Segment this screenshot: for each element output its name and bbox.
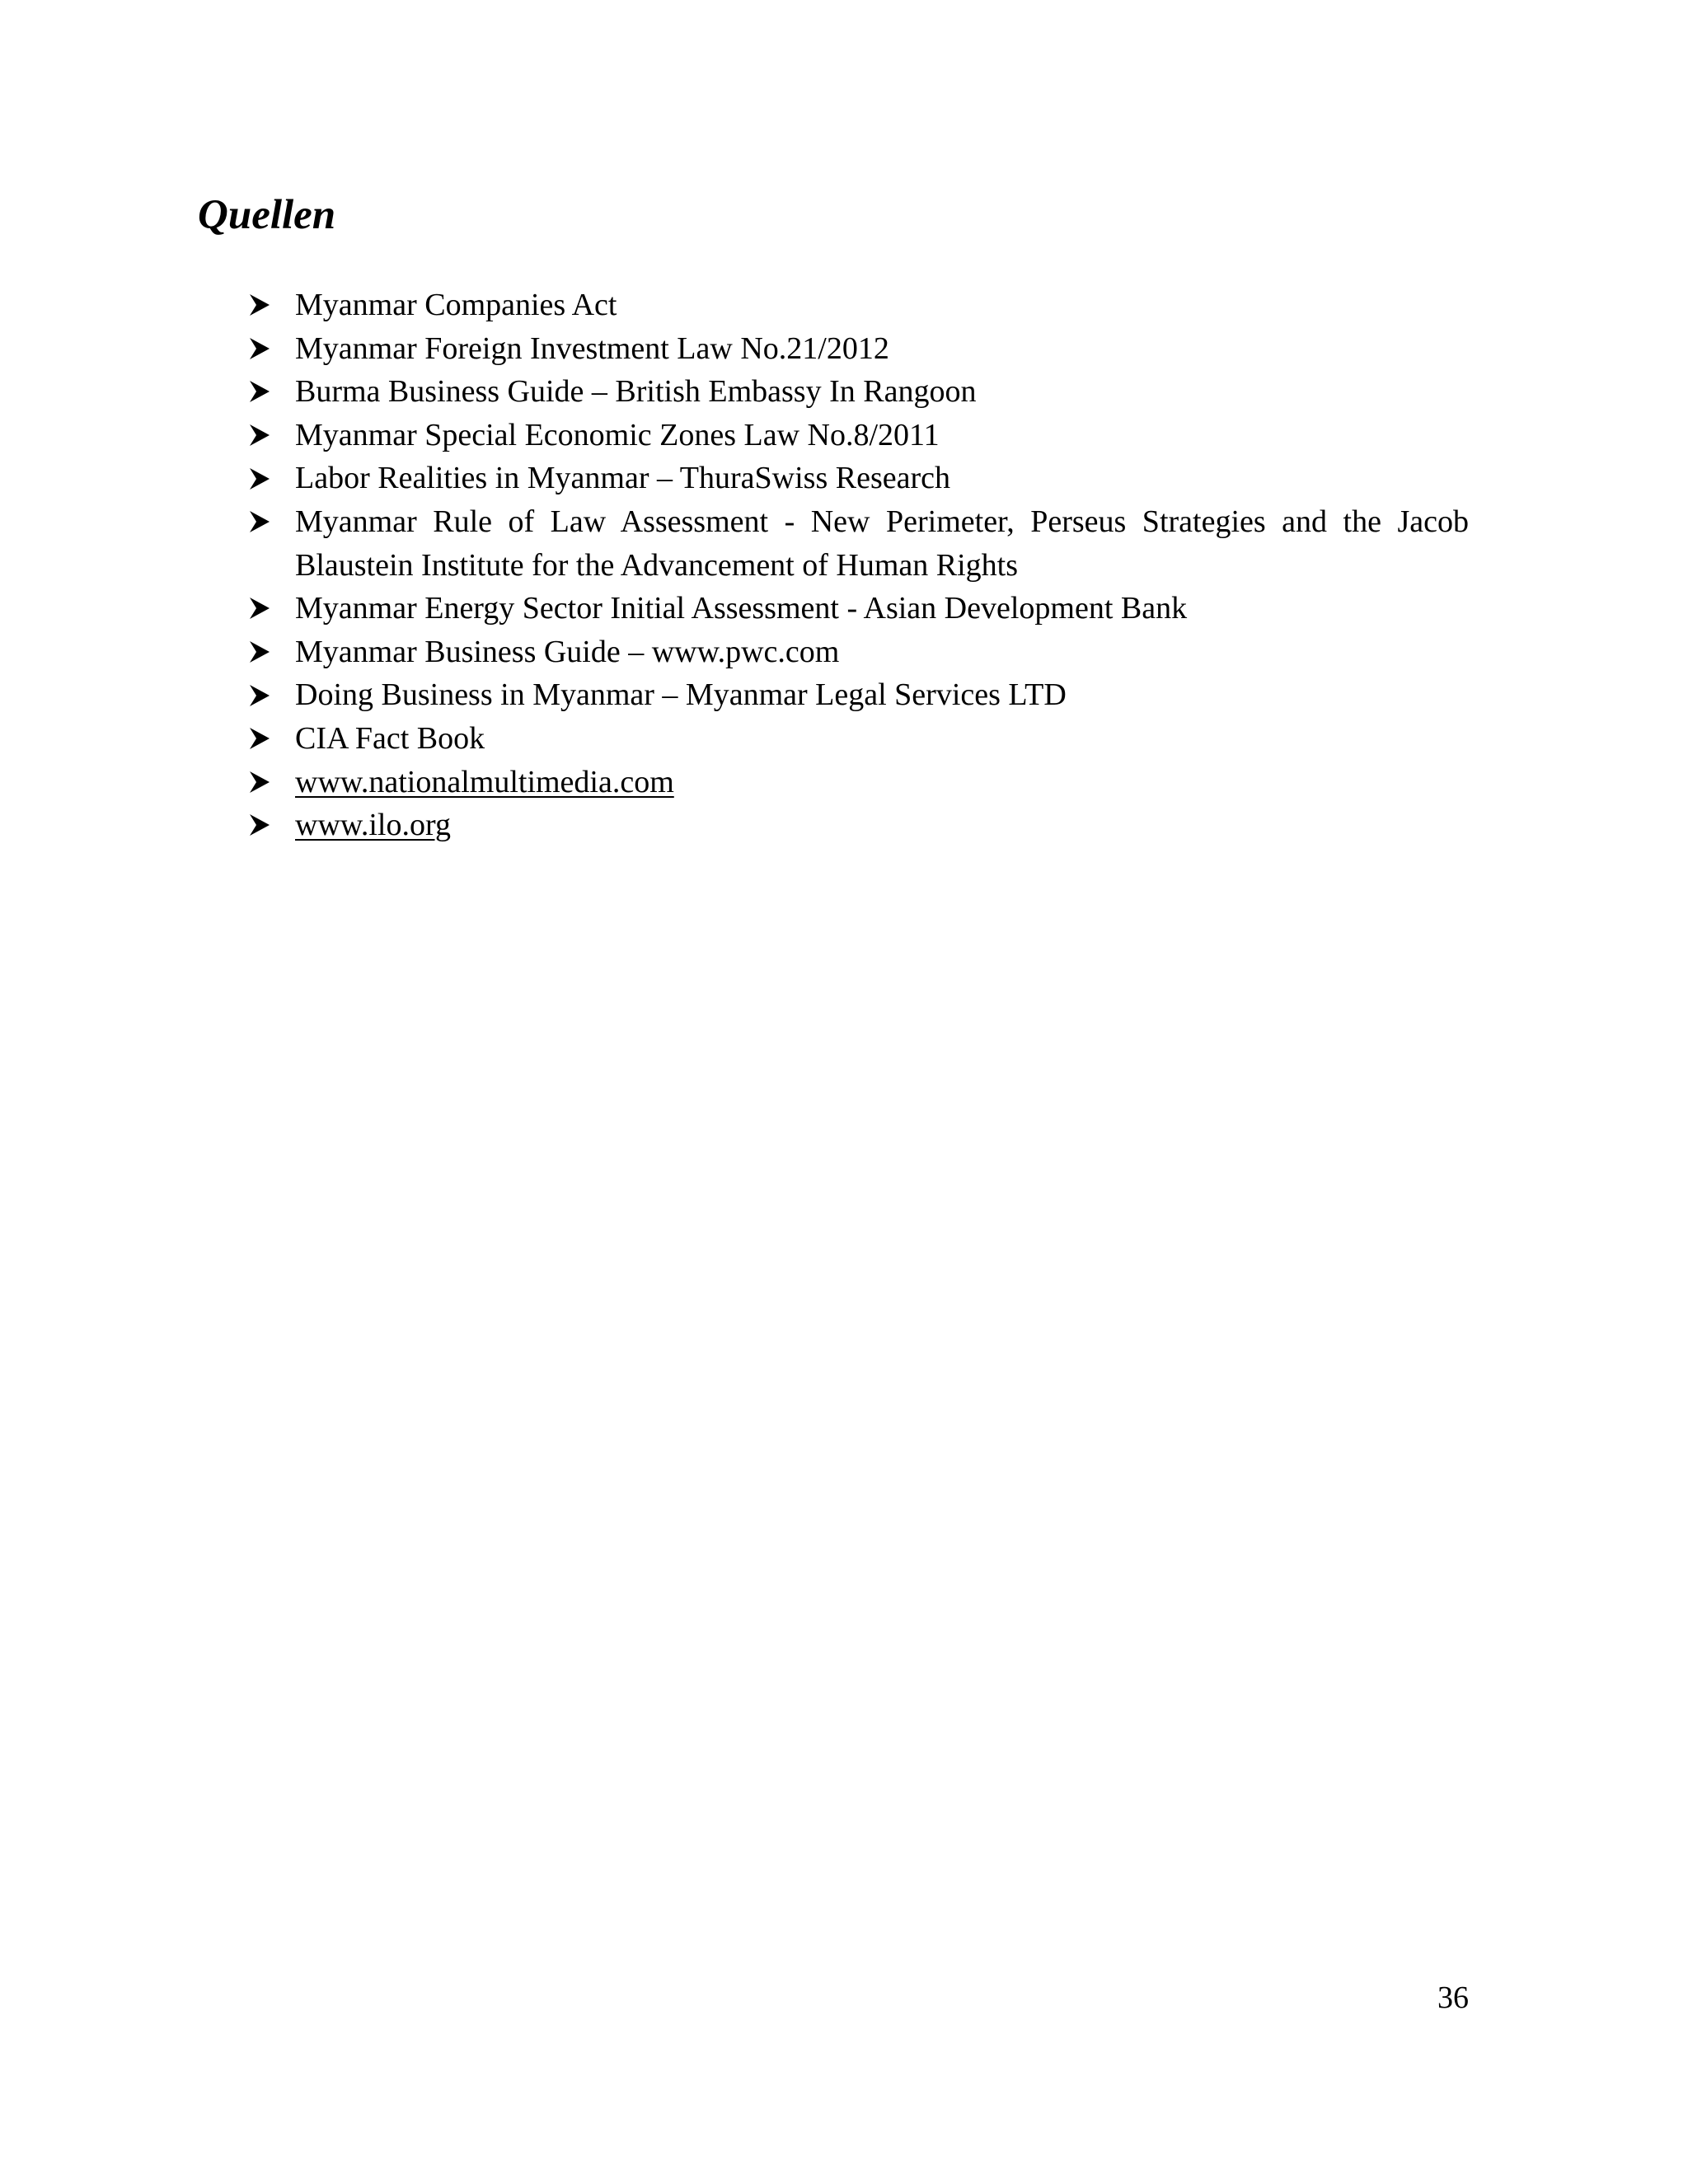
- arrowhead-bullet-icon: [247, 630, 272, 674]
- source-link-nationalmultimedia[interactable]: www.nationalmultimedia.com: [295, 764, 674, 799]
- source-text: Myanmar Energy Sector Initial Assessment - Asian Development Bank: [295, 591, 1188, 626]
- list-item: [247, 370, 1469, 414]
- page-title: Quellen: [198, 192, 336, 238]
- arrowhead-bullet-icon: [247, 761, 272, 804]
- source-text: Myanmar Special Economic Zones Law No.8/2011: [295, 417, 940, 452]
- arrowhead-bullet-icon: [247, 370, 272, 414]
- source-text: CIA Fact Book: [295, 720, 485, 756]
- arrowhead-bullet-icon: [247, 284, 272, 327]
- source-text: Myanmar Business Guide – www.pwc.com: [295, 634, 840, 669]
- source-text: Burma Business Guide – British Embassy In Rangoon: [295, 374, 977, 410]
- list-item: [247, 284, 1469, 327]
- arrowhead-bullet-icon: [247, 804, 272, 847]
- arrowhead-bullet-icon: [247, 327, 272, 371]
- list-item: [247, 673, 1469, 717]
- arrowhead-bullet-icon: [247, 673, 272, 717]
- arrowhead-bullet-icon: [247, 717, 272, 761]
- list-item: [247, 500, 1469, 587]
- list-item: [247, 457, 1469, 500]
- arrowhead-bullet-icon: [247, 414, 272, 457]
- source-text: Doing Business in Myanmar – Myanmar Legal Services LTD: [295, 677, 1067, 713]
- sources-list: [247, 284, 1469, 847]
- arrowhead-bullet-icon: [247, 457, 272, 500]
- source-text: Myanmar Companies Act: [295, 288, 617, 322]
- list-item: [247, 804, 1469, 847]
- list-item: [247, 587, 1469, 630]
- list-item: [247, 717, 1469, 761]
- source-text: Myanmar Foreign Investment Law No.21/2012: [295, 330, 889, 366]
- list-item: [247, 327, 1469, 371]
- list-item: [247, 761, 1469, 804]
- arrowhead-bullet-icon: [247, 500, 272, 544]
- source-link-ilo[interactable]: www.ilo.org: [295, 808, 451, 843]
- source-text: Myanmar Rule of Law Assessment - New Perimeter, Perseus Strategies and the Jacob Blaustein Institute for the Advancement of Human Rights: [295, 504, 1469, 583]
- page-number: 36: [1437, 1980, 1469, 2015]
- source-text: Labor Realities in Myanmar – ThuraSwiss Research: [295, 461, 950, 496]
- list-item: [247, 414, 1469, 457]
- arrowhead-bullet-icon: [247, 587, 272, 630]
- list-item: [247, 630, 1469, 674]
